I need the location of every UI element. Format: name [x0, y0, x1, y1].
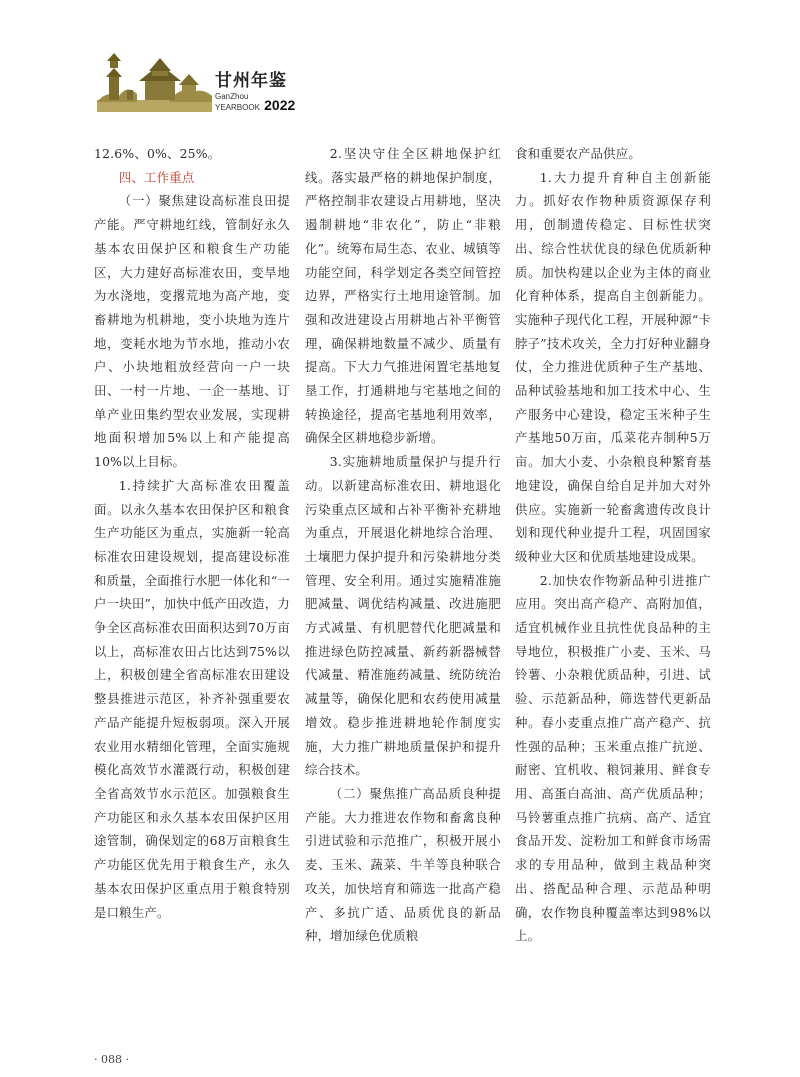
brand-en-small: GanZhou: [215, 92, 249, 101]
paragraph: （二）聚焦推广高品质良种提产能。大力推进农作物和畜禽良种引进试验和示范推广，积极开展小麦、玉米、蔬菜、牛羊等良种联合攻关，加快培育和筛选一批高产稳产、多抗广适、品质优良的新品种，增加绿色优质粮: [305, 785, 501, 944]
section-heading: 四、工作重点: [118, 169, 195, 185]
paragraph: 2.坚决守住全区耕地保护红线。落实最严格的耕地保护制度，严格控制非农建设占用耕地，坚决遏制耕地“非农化”，防止“非粮化”。统筹布局生态、农业、城镇等功能空间，科学划定各类空间管控边界，严格实行土地用途管制。加强和改进建设占用耕地占补平衡管理，确保耕地数量不减少、质量有提高。下大力气推进闲置宅基地复垦工作，打通耕地与宅基地之间的转换途径，提高宅基地利用效率，确保全区耕地稳步新增。: [305, 146, 501, 446]
paragraph: （一）聚焦建设高标准良田提产能。严守耕地红线，管制好永久基本农田保护区和粮食生产功能区，大力建好高标准农田，变旱地为水浇地，变撂荒地为高产地，变畜耕地为机耕地，变小块地为连片地，变耗水地为节水地，推动小农户、小块地粗放经营向一户一块田、一村一片地、一企一基地、订单产业田集约型农业发展，实现耕地面积增加5%以上和产能提高10%以上目标。: [94, 193, 290, 470]
text-column-1: [94, 142, 290, 924]
text-column-3: [515, 142, 711, 948]
pagoda-landscape-icon: [97, 50, 212, 112]
paragraph: 12.6%、0%、25%。: [94, 146, 221, 161]
brand-en: YEARBOOK: [215, 103, 260, 112]
paragraph: 2.加快农作物新品种引进推广应用。突出高产稳产、高附加值，适宜机械作业且抗性优良品种的主导地位，积极推广小麦、玉米、马铃薯、小杂粮优质品种，引进、试验、示范新品种，筛选替代更新品种。春小麦重点推广高产稳产、抗性强的品种；玉米重点推广抗逆、耐密、宜机收、粮饲兼用、鲜食专用、高蛋白高油、高产优质品种；马铃薯重点推广抗病、高产、适宜食品开发、淀粉加工和鲜食市场需求的专用品种，做到主栽品种突出、搭配品种合理、示范品种明确，农作物良种覆盖率达到98%以上。: [515, 572, 711, 944]
paragraph: 3.实施耕地质量保护与提升行动。以新建高标准农田、耕地退化污染重点区域和占补平衡补充耕地为重点，开展退化耕地综合治理、土壤肥力保护提升和污染耕地分类管理、安全利用。通过实施精准施肥减量、调优结构减量、改进施肥方式减量、有机肥替代化肥减量和推进绿色防控减量、新药新器械替代减量、精准施药减量、统防统治减量等，确保化肥和农药使用减量增效。稳步推进耕地轮作制度实施，大力推广耕地质量保护和提升综合技术。: [305, 454, 501, 778]
brand-title: 甘州年鉴: [215, 71, 287, 91]
brand-year: 2022: [264, 97, 296, 113]
page-number: · 088 ·: [94, 1053, 129, 1066]
yearbook-header: [97, 50, 357, 114]
brand-subtitle: [215, 92, 295, 112]
paragraph: 食和重要农产品供应。: [515, 146, 641, 161]
paragraph: 1.持续扩大高标准农田覆盖面。以永久基本农田保护区和粮食生产功能区为重点，实施新一轮高标准农田建设规划，提高建设标准和质量，全面推行水肥一体化和“一户一块田”，加快中低产田改造，力争全区高标准农田面积达到70万亩以上，高标准农田占比达到75%以上，积极创建全省高标准农田建设整县推进示范区，补齐补强重要农产品产能提升短板弱项。深入开展农业用水精细化管理，全面实施规模化高效节水灌溉行动，积极创建全省高效节水示范区。加强粮食生产功能区和永久基本农田保护区用途管制，确保划定的68万亩粮食生产功能区优先用于粮食生产，永久基本农田保护区重点用于粮食特别是口粮生产。: [94, 477, 290, 920]
text-column-2: [305, 142, 501, 948]
brand-block: [215, 72, 295, 112]
paragraph: 1.大力提升育种自主创新能力。抓好农作物种质资源保存利用，创制遗传稳定、目标性状突出、综合性状优良的绿色优质新种质。加快构建以企业为主体的商业化育种体系，提高自主创新能力。实施种子现代化工程，开展种源“卡脖子”技术攻关，全力打好种业翻身仗，全力推进优质种子生产基地、品种试验基地和加工技术中心、生产服务中心建设，稳定玉米种子生产基地50万亩，瓜菜花卉制种5万亩。加大小麦、小杂粮良种繁育基地建设，确保自给自足并加大对外供应。实施新一轮畜禽遗传改良计划和现代种业提升工程，巩固国家级种业大区和优质基地建设成果。: [515, 169, 711, 564]
